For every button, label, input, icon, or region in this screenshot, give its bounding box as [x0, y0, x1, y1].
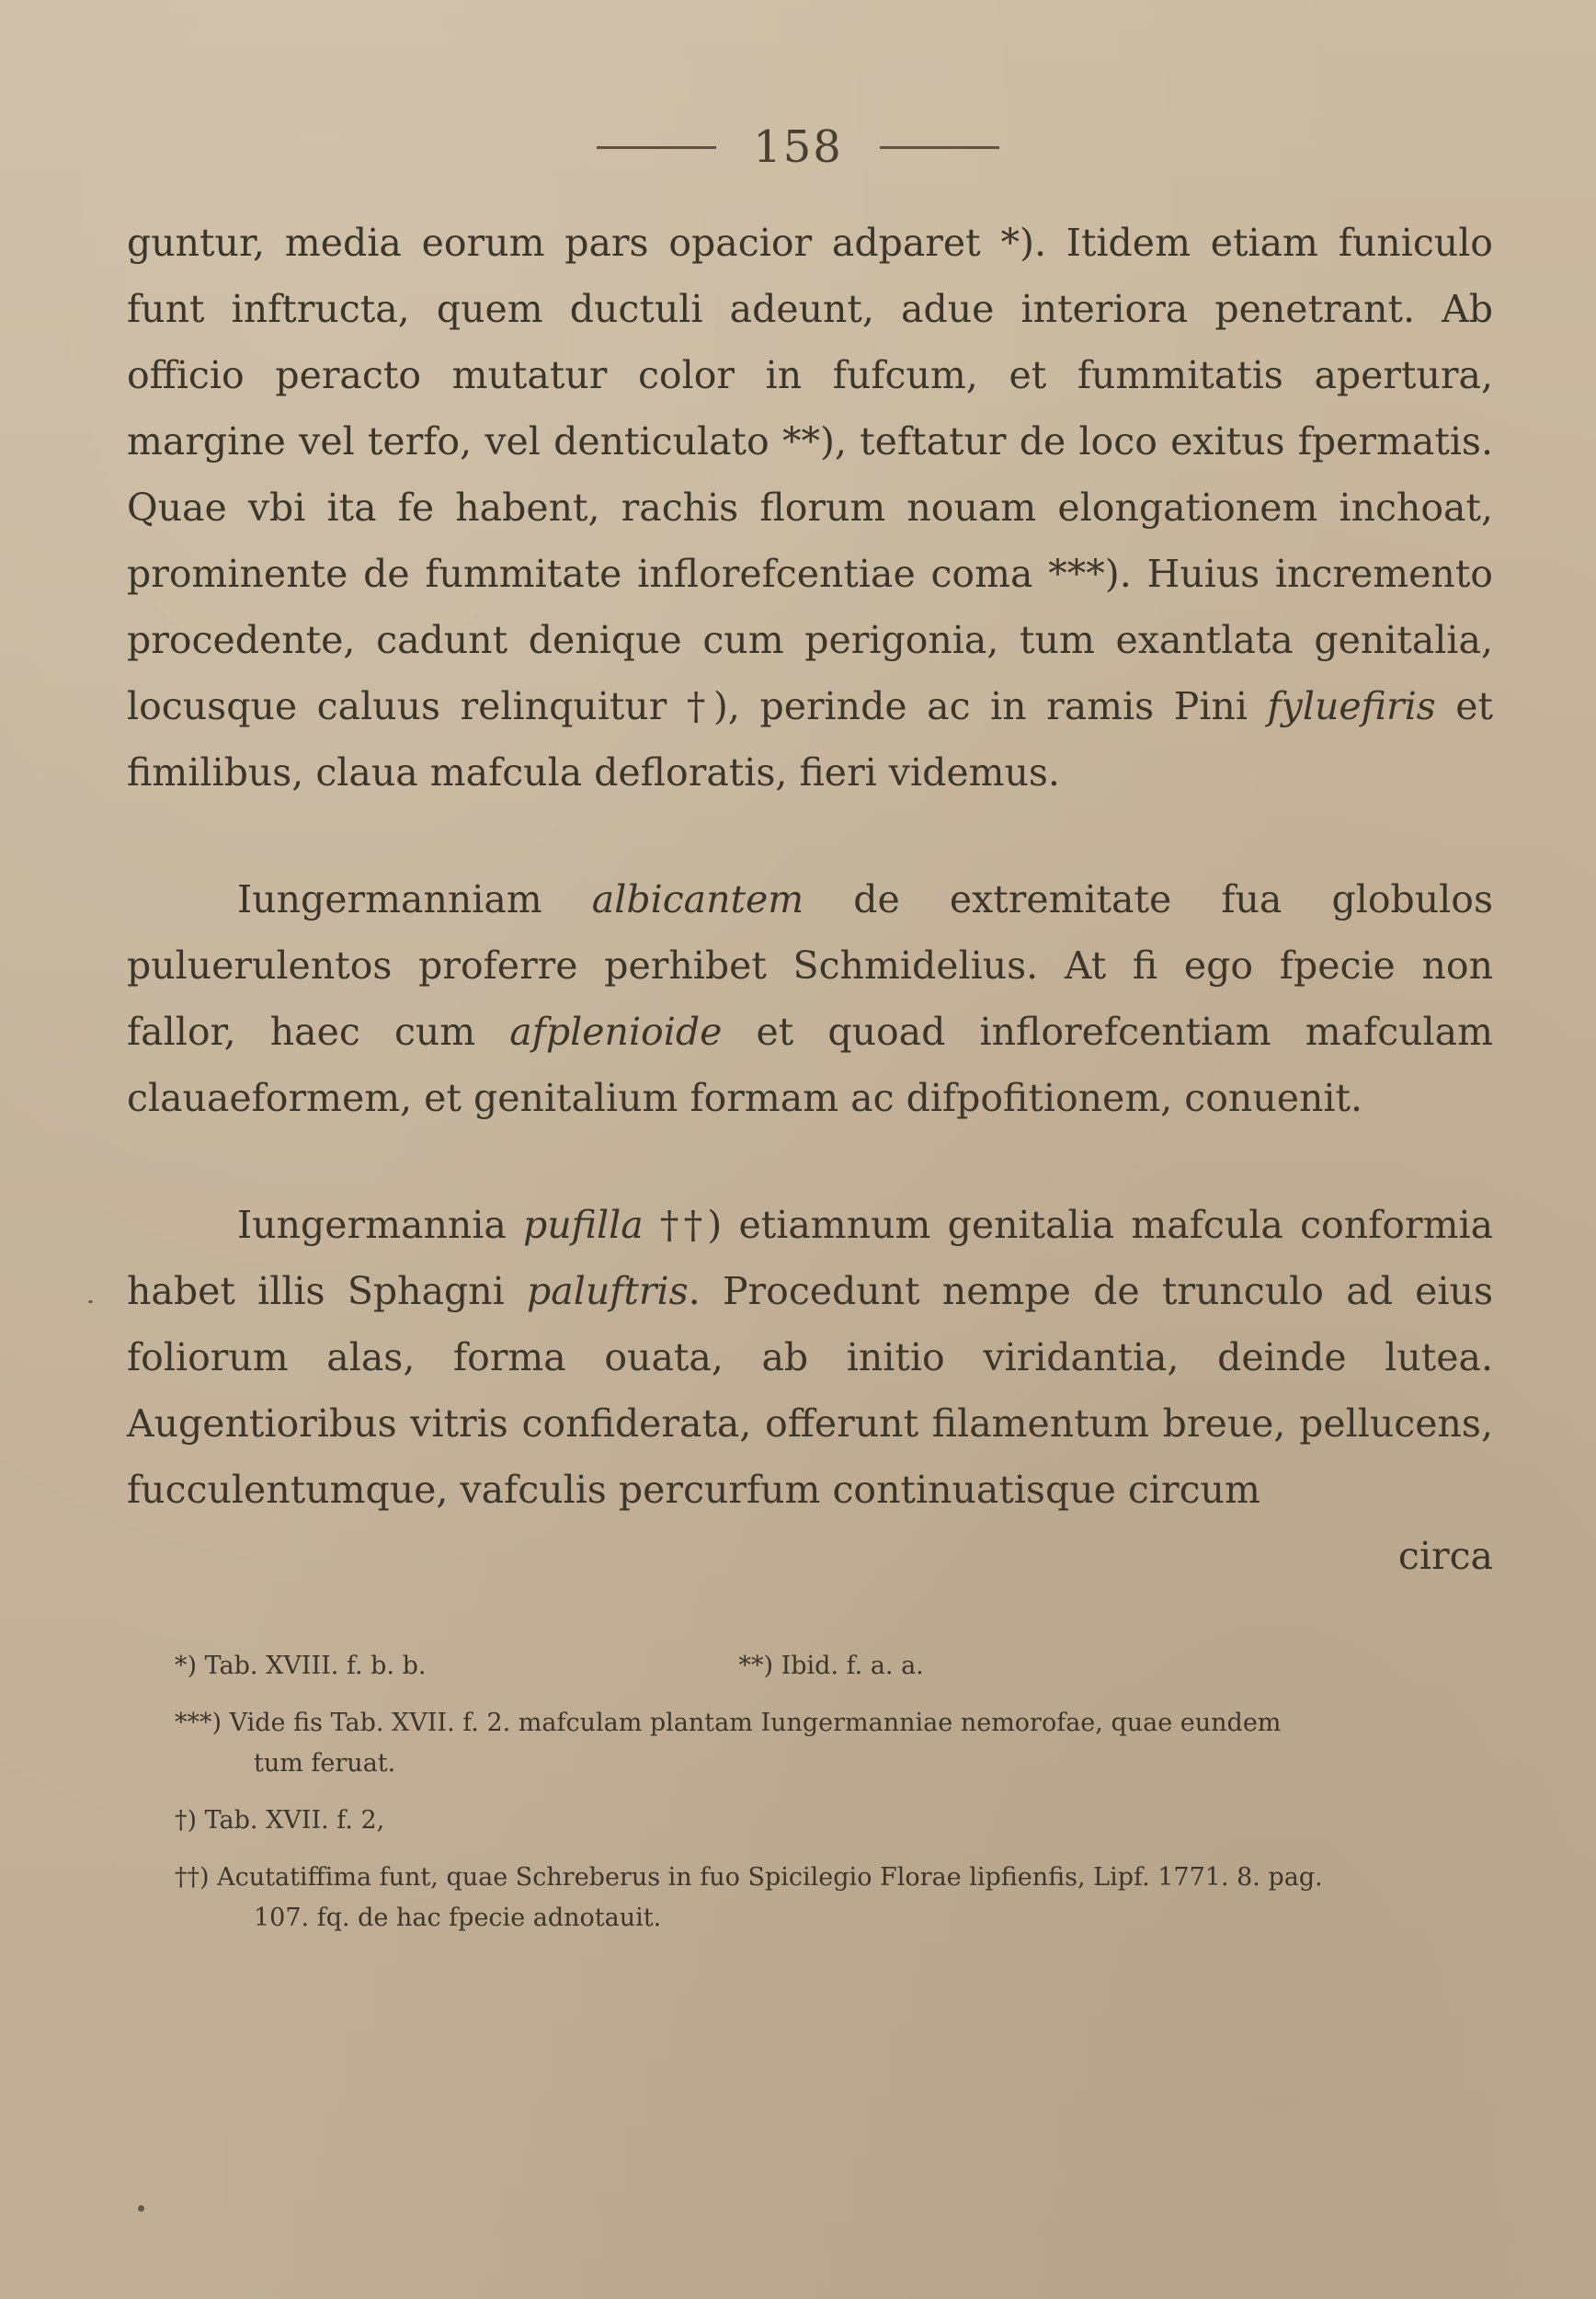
paragraph-2 [127, 866, 1493, 1131]
text-run: et fimilibus, claua mafcula defloratis, fieri videmus. [127, 684, 1493, 795]
paragraph-1 [127, 210, 1493, 806]
main-text [127, 210, 1493, 1589]
text-run: Iungermannia [237, 1203, 524, 1247]
text-run: de extremitate fua globulos puluerulentos proferre perhibet Schmidelius. At fi ego fpecie non fallor, haec cum [127, 877, 1494, 1054]
footnote-mark: *) [1000, 221, 1034, 265]
footnote-mark: **) [781, 419, 835, 463]
text-run: , perinde ac in ramis Pini [727, 684, 1268, 728]
footnote-row [175, 1646, 1499, 1687]
italic-term: pufilla [523, 1203, 644, 1247]
catchword: circa [1397, 1534, 1493, 1578]
italic-term: albicantem [591, 877, 804, 921]
text-run: et quoad inflorefcentiam mafculam clauaeformem, et genitalium formam ac difpofitionem, conuenit. [127, 1010, 1493, 1120]
text-run: . Huius incremento procedente, cadunt denique cum perigonia, tum exantlata genitalia, locusque caluus relinquitur [127, 552, 1493, 728]
footnote-3-line-1: ***) Vide fis Tab. XVII. f. 2. mafculam plantam Iungermanniae nemorofae, quae eundem [175, 1709, 1282, 1737]
paper-speck [88, 1300, 93, 1303]
text-run: . Procedunt nempe de trunculo ad eius foliorum alas, forma ouata, ab initio viridantia, deinde lutea. Augentioribus vitris confiderata, offerunt filamentum breue, pellucens, fucculentumque, vafculis percurfum continuatisque circum [127, 1269, 1493, 1512]
paper-speck [138, 2205, 144, 2212]
text-run: Iungermanniam [237, 877, 592, 921]
footnote-mark: ***) [1048, 552, 1120, 596]
text-run: etiamnum genitalia mafcula conformia habet illis Sphagni [127, 1203, 1494, 1313]
paragraph-gap [127, 1131, 1493, 1192]
page-header [0, 121, 1596, 173]
footnote-4-text: †) Tab. XVII. f. 2, [175, 1806, 385, 1835]
footnote-1: *) Tab. XVIII. f. b. b. [175, 1652, 427, 1680]
header-rule-left [597, 146, 716, 149]
paragraph-gap [127, 806, 1493, 866]
header-rule-right [880, 146, 999, 149]
text-run: guntur, media eorum pars opacior adparet [127, 221, 1001, 265]
footnote-mark: ††) [643, 1203, 723, 1247]
italic-term: paluftris [527, 1269, 689, 1313]
footnote-5 [175, 1858, 1499, 1939]
text-run: , teftatur de loco exitus fpermatis. Quae vbi ita fe habent, rachis florum nouam elongationem inchoat, prominente de fummitate inflorefcentiae coma [127, 419, 1494, 596]
footnote-2: **) Ibid. f. a. a. [738, 1652, 924, 1680]
footnote-3-line-2: tum feruat. [254, 1749, 396, 1778]
footnotes [175, 1646, 1499, 1955]
footnote-mark: †) [686, 684, 728, 728]
footnote-4 [175, 1801, 1499, 1841]
italic-term: afplenioide [509, 1010, 723, 1054]
footnote-5-line-2: 107. fq. de hac fpecie adnotauit. [254, 1904, 662, 1932]
paragraph-3 [127, 1192, 1493, 1523]
italic-term: fyluefiris [1267, 684, 1436, 728]
footnote-5-line-1: ††) Acutatiffima funt, quae Schreberus in fuo Spicilegio Florae lipfienfis, Lipf. 1771. 8. pag. [175, 1863, 1323, 1892]
text-run: . Itidem etiam funiculo funt inftructa, quem ductuli adeunt, adue interiora penetrant. Ab officio peracto mutatur color in fufcum, et fummitatis apertura, margine vel terfo, vel denticulato [127, 221, 1493, 463]
page-number: 158 [753, 121, 843, 173]
footnote-3 [175, 1703, 1499, 1784]
